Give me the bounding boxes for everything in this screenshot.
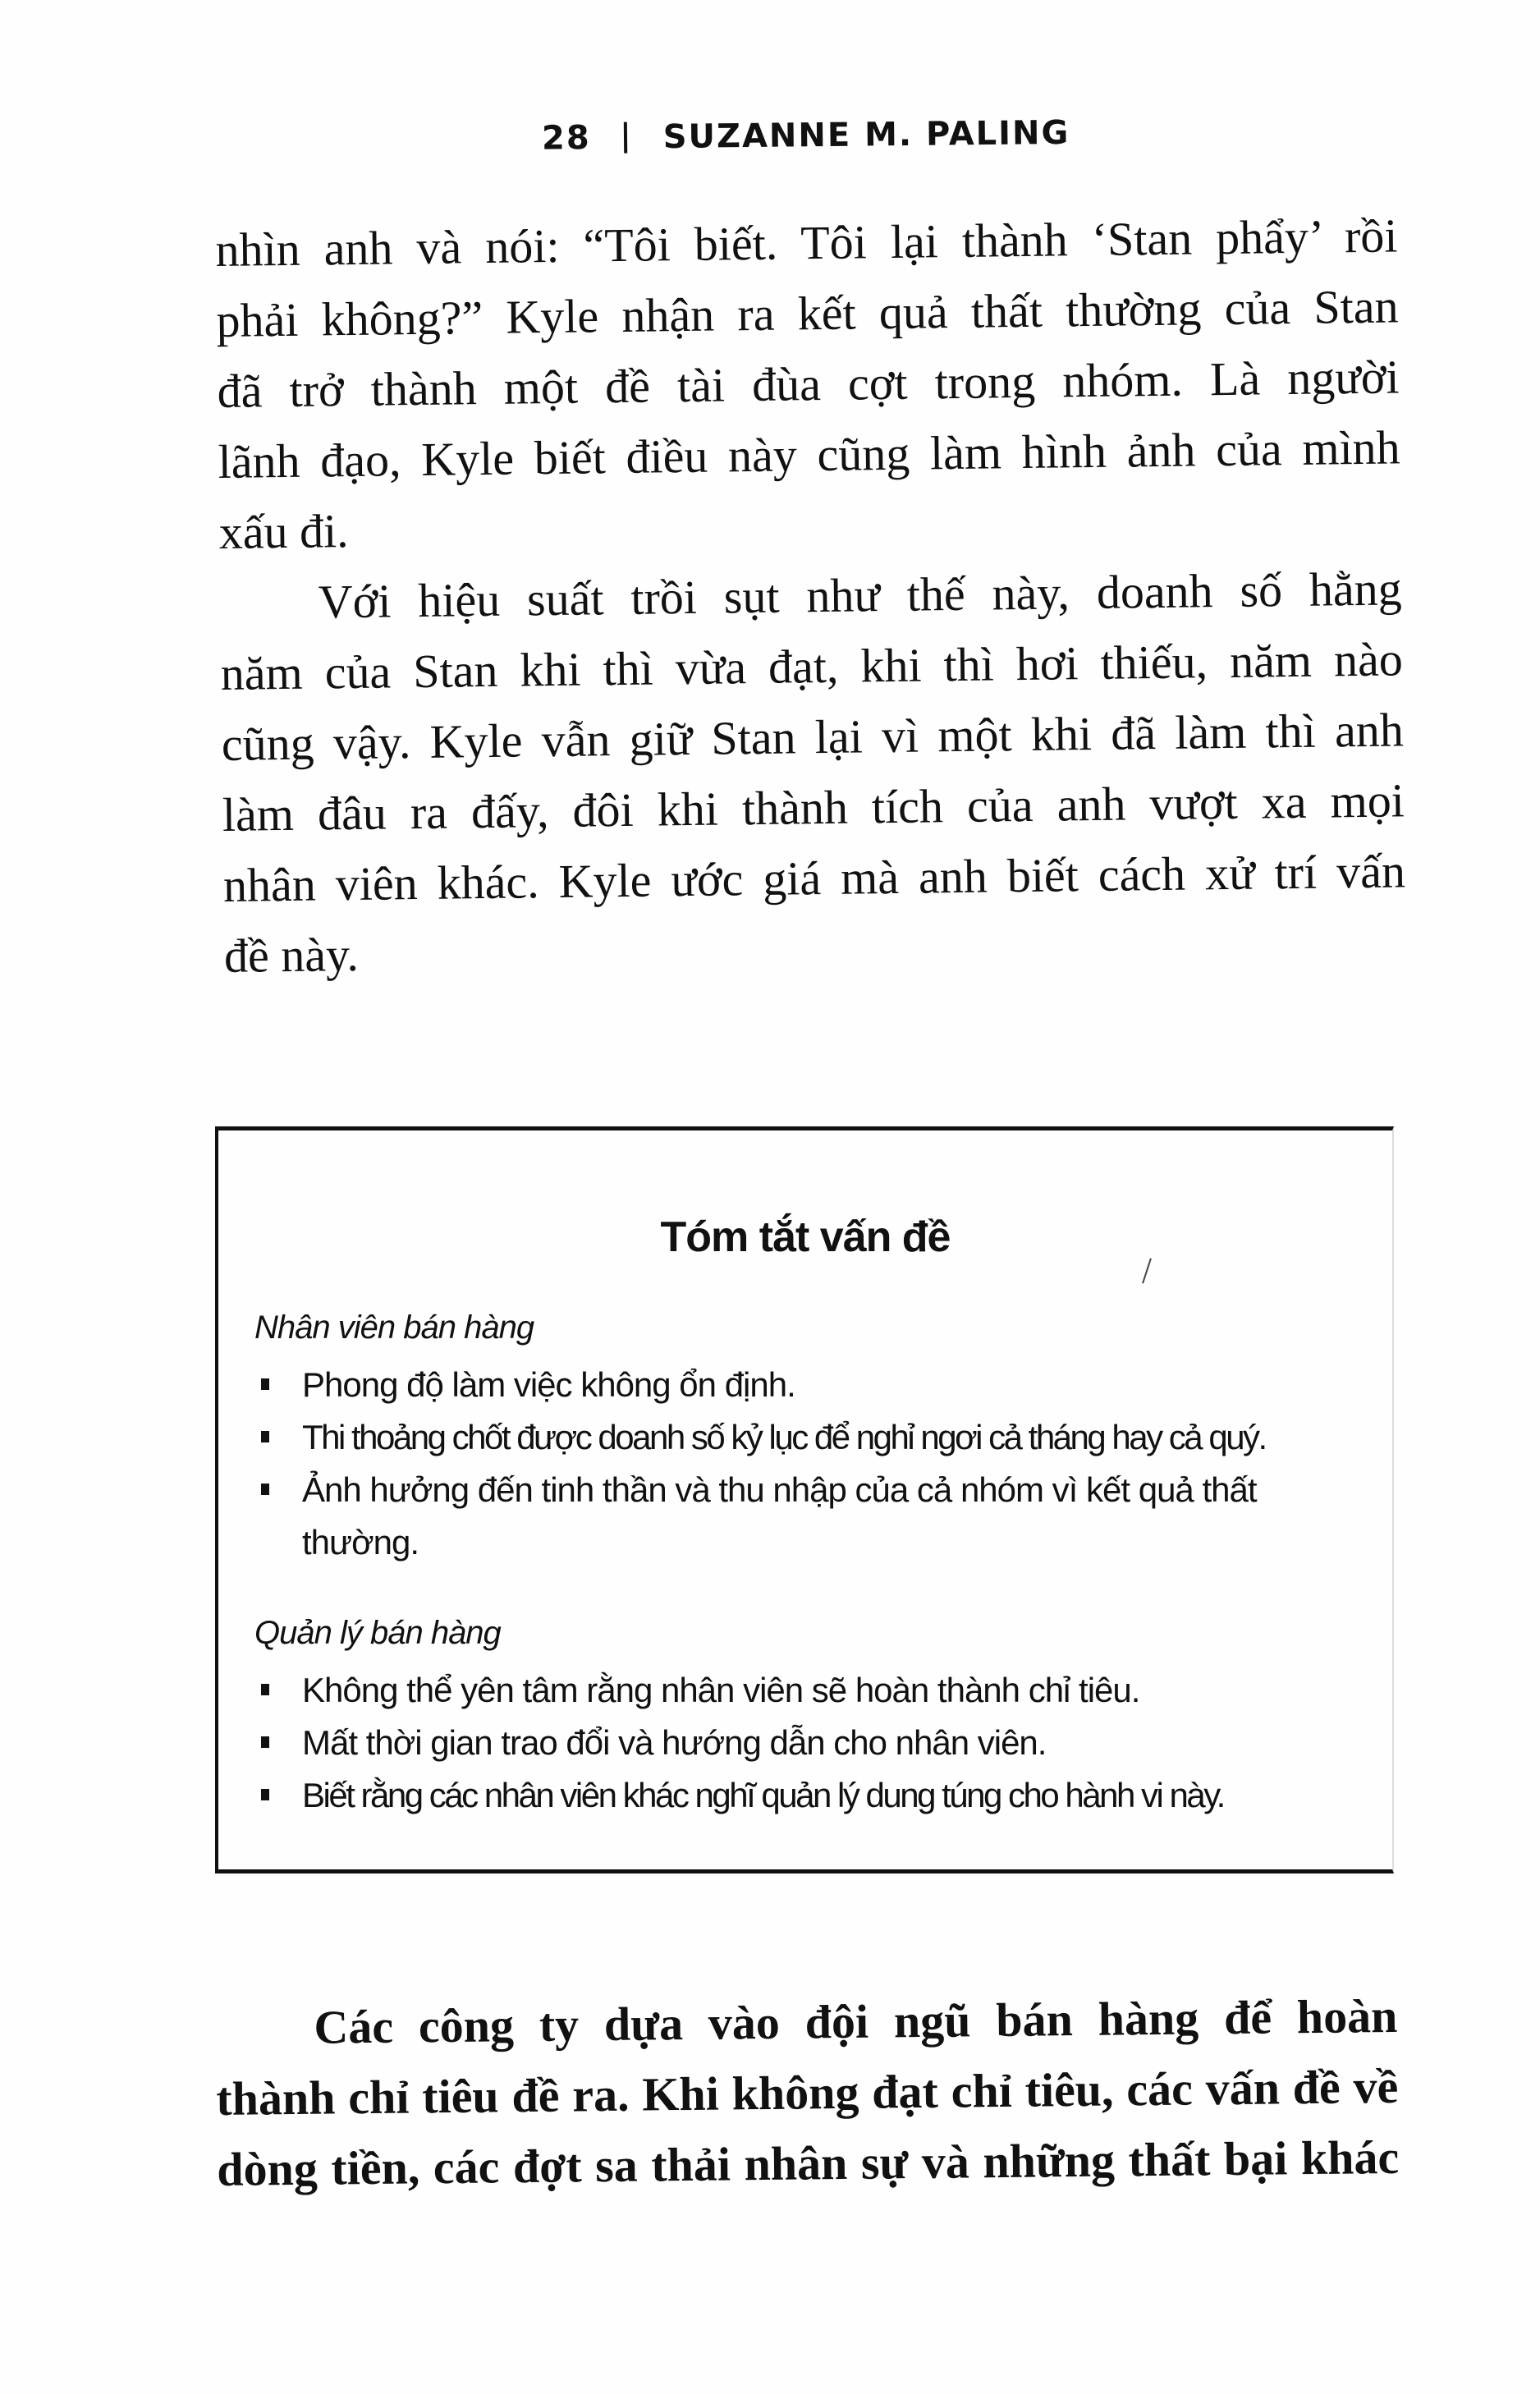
bullet-text: Phong độ làm việc không ổn định.	[302, 1365, 795, 1404]
bullet-square-icon	[261, 1684, 269, 1695]
summary-box	[215, 1126, 1394, 1873]
text-line: xấu đi.	[218, 504, 349, 559]
bullet-item	[254, 1359, 1371, 1411]
paragraph	[215, 1981, 1400, 2205]
bullet-text: Thi thoảng chốt được doanh số kỷ lục để nghỉ ngơi cả tháng hay cả quý.	[302, 1418, 1266, 1456]
text-line: cũng vậy. Kyle vẫn giữ Stan lại vì một khi đã làm thì anh	[221, 703, 1405, 771]
bullet-text: Mất thời gian trao đổi và hướng dẫn cho nhân viên.	[302, 1723, 1047, 1762]
bullet-square-icon	[261, 1736, 269, 1748]
text-line: đề này.	[223, 927, 360, 983]
page-number: 28	[541, 119, 591, 158]
bullet-square-icon	[261, 1431, 269, 1442]
text-line: nhân viên khác. Kyle ước giá mà anh biết cách xử trí vấn	[222, 844, 1406, 912]
bullet-item	[254, 1411, 1371, 1464]
text-line: Với hiệu suất trồi sụt như thế này, doanh số hằng	[318, 562, 1403, 629]
body-text-top	[215, 200, 1406, 992]
bullet-item	[254, 1769, 1371, 1822]
section-label-sales-manager: Quản lý bán hàng	[254, 1615, 501, 1651]
running-head	[542, 103, 1117, 167]
bullet-text: Biết rằng các nhân viên khác nghĩ quản lý dung túng cho hành vi này.	[302, 1776, 1224, 1814]
text-line: làm đâu ra đấy, đôi khi thành tích của anh vượt xa mọi	[222, 773, 1405, 842]
author-name: SUZANNE M. PALING	[662, 113, 1070, 157]
text-line: nhìn anh và nói: “Tôi biết. Tôi lại thành ‘Stan phẩy’ rồi	[215, 209, 1398, 277]
text-line: thành chỉ tiêu đề ra. Khi không đạt chỉ tiêu, các vấn đề về	[216, 2059, 1399, 2126]
bullet-list-sales-manager	[254, 1664, 1371, 1822]
paragraph-continued	[215, 200, 1401, 568]
text-line: năm của Stan khi thì vừa đạt, khi thì hơi thiếu, năm nào	[220, 632, 1404, 700]
summary-title: Tóm tắt vấn đề	[660, 1213, 951, 1261]
body-text-bottom	[215, 1981, 1400, 2205]
bullet-list-sales-rep	[254, 1359, 1371, 1569]
bullet-square-icon	[261, 1484, 269, 1495]
scan-mark	[1142, 1258, 1152, 1283]
text-line: phải không?” Kyle nhận ra kết quả thất thường của Stan	[216, 279, 1399, 347]
bullet-item	[254, 1717, 1371, 1769]
bullet-text: Ảnh hưởng đến tinh thần và thu nhập của cả nhóm vì kết quả thất thường.	[302, 1470, 1257, 1562]
text-line: Các công ty dựa vào đội ngũ bán hàng để hoàn	[314, 1988, 1398, 2054]
header-divider	[623, 122, 626, 154]
bullet-text: Không thể yên tâm rằng nhân viên sẽ hoàn thành chỉ tiêu.	[302, 1671, 1140, 1709]
bullet-item	[254, 1464, 1371, 1569]
text-line: lãnh đạo, Kyle biết điều này cũng làm hình ảnh của mình	[218, 420, 1400, 488]
bullet-square-icon	[261, 1378, 269, 1390]
text-line: dòng tiền, các đợt sa thải nhân sự và những thất bại khác	[216, 2130, 1400, 2196]
section-label-sales-rep: Nhân viên bán hàng	[254, 1309, 534, 1346]
text-line: đã trở thành một đề tài đùa cợt trong nhóm. Là người	[217, 350, 1400, 418]
paragraph	[219, 553, 1406, 992]
bullet-item	[254, 1664, 1371, 1717]
bullet-square-icon	[261, 1789, 269, 1800]
